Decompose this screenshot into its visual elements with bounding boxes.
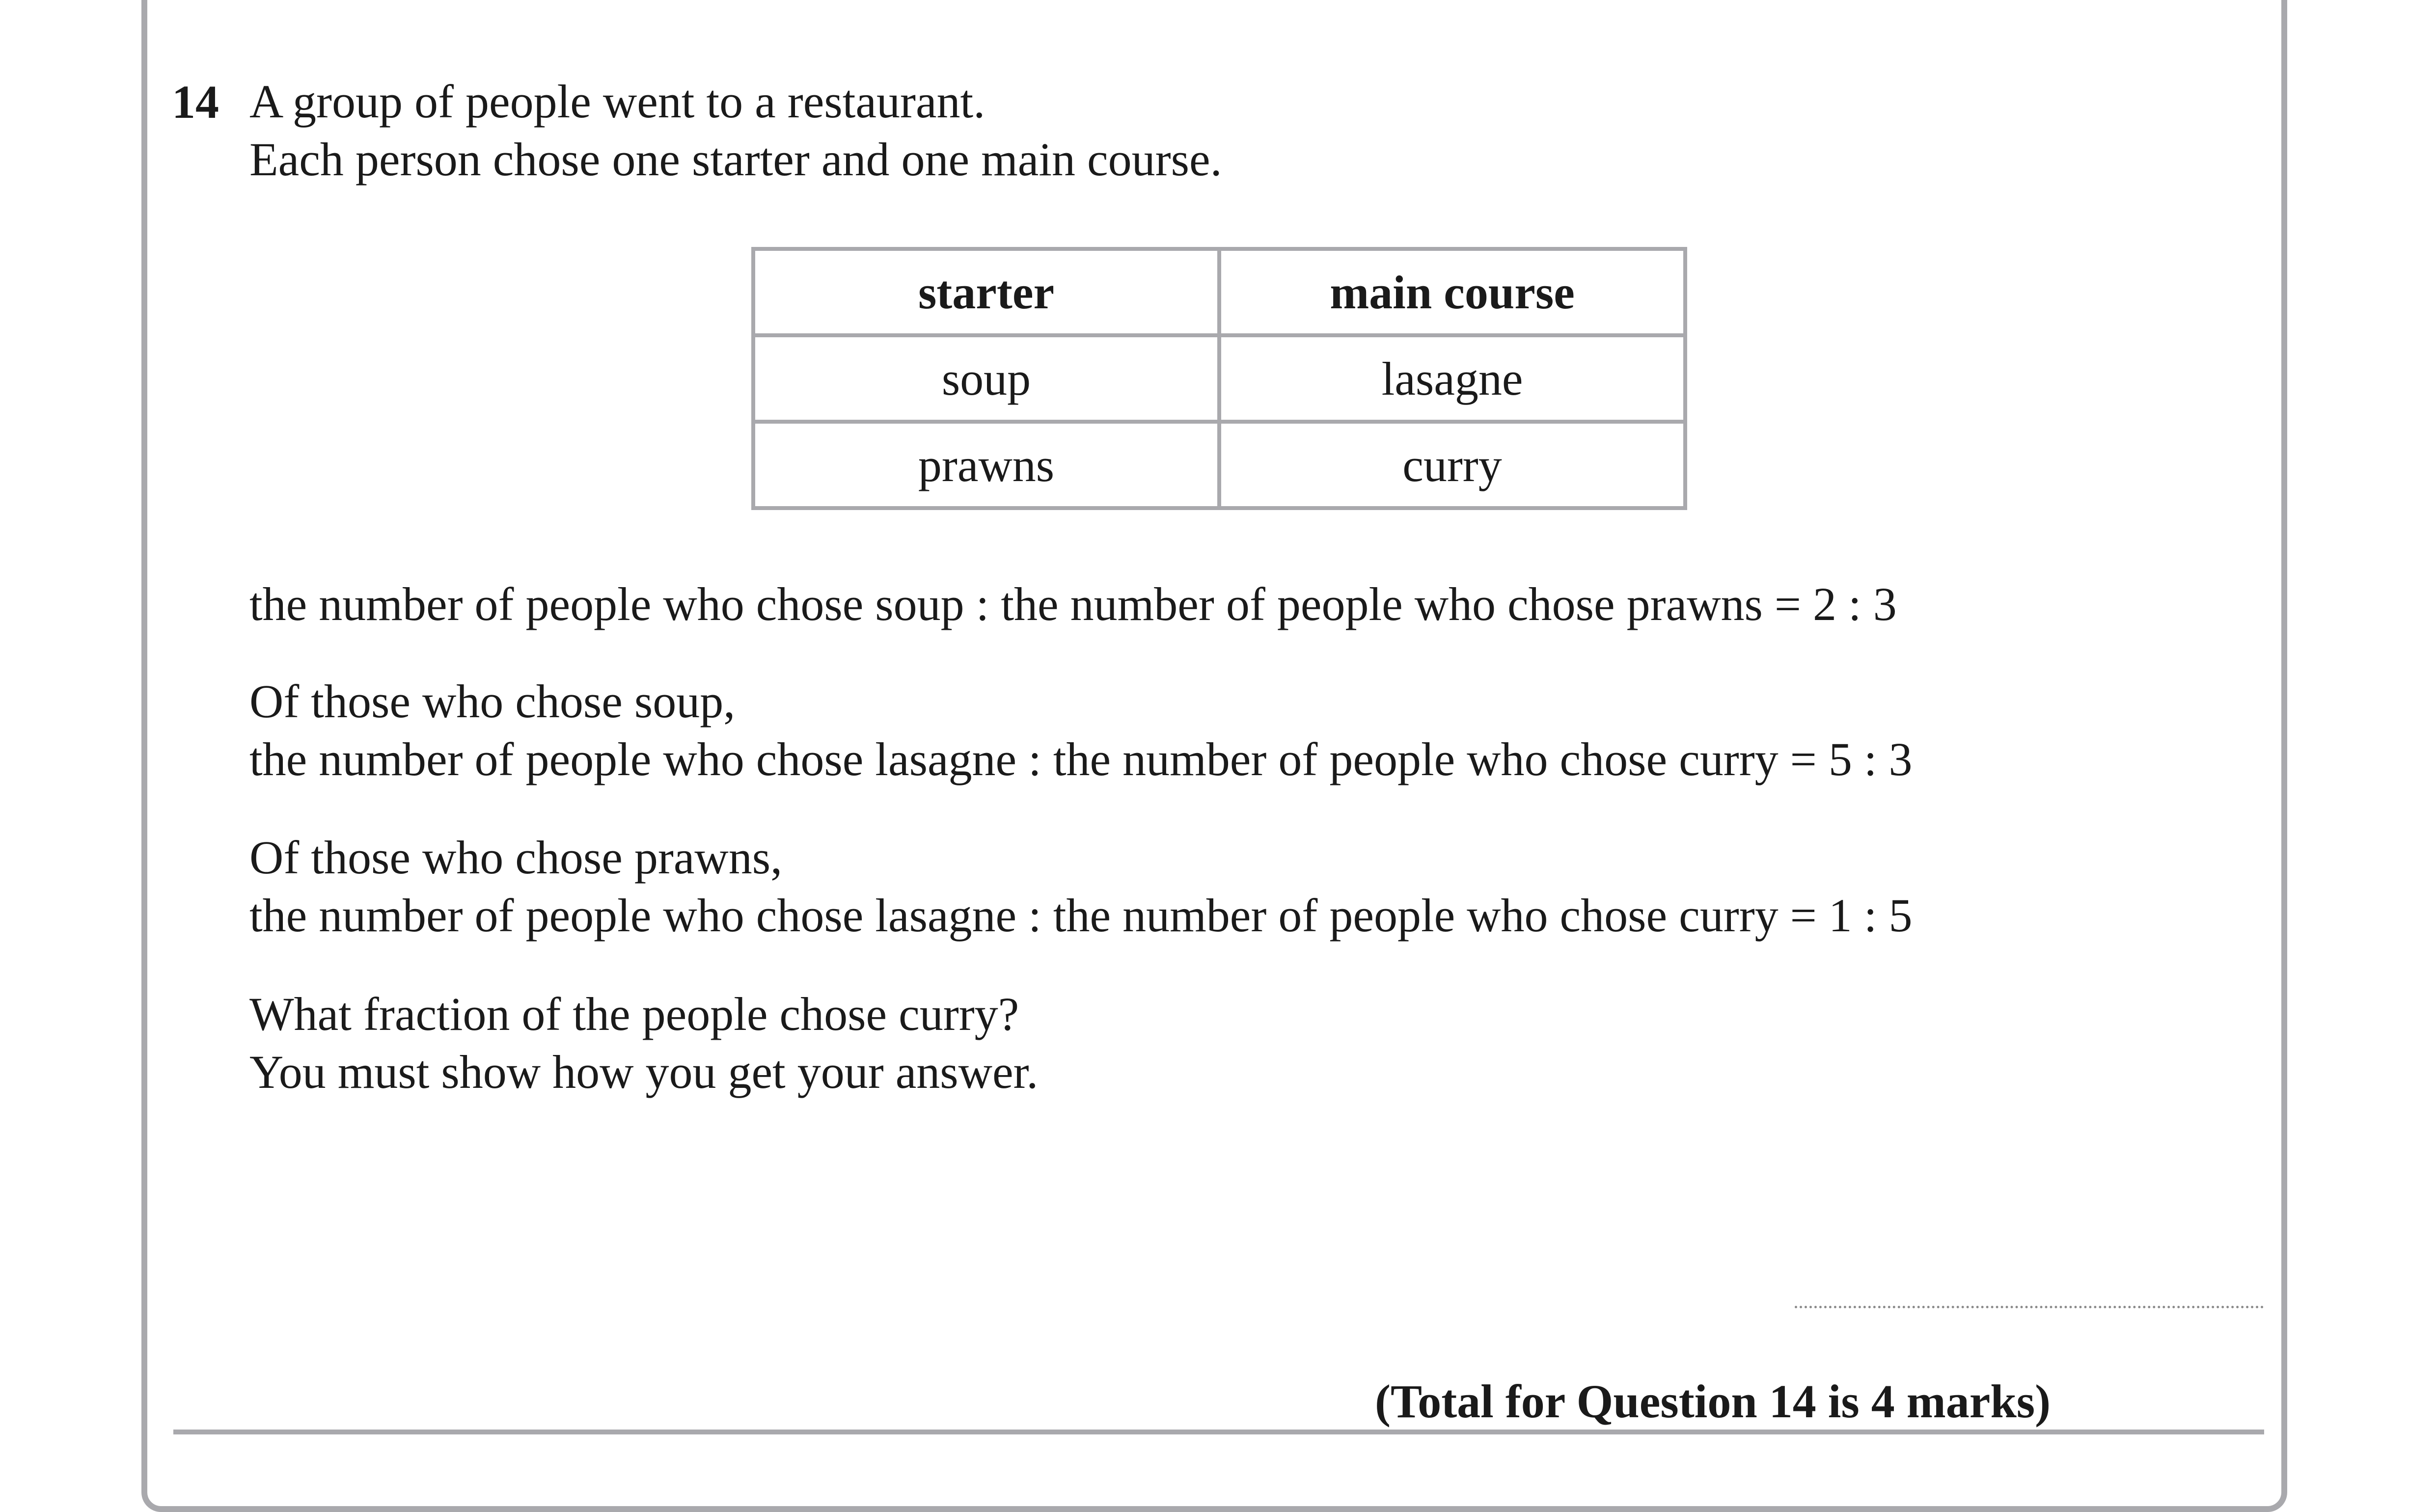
answer-line[interactable] bbox=[1795, 1306, 2264, 1308]
table-row bbox=[753, 422, 1685, 508]
task-line-2: You must show how you get your answer. bbox=[249, 1046, 1039, 1098]
task-text bbox=[249, 985, 1038, 1101]
question-intro bbox=[249, 73, 1222, 189]
prawns-group-line-1: Of those who chose prawns, bbox=[249, 831, 783, 884]
table-header-row bbox=[753, 249, 1685, 335]
cell-main-course: curry bbox=[1219, 422, 1685, 508]
soup-group-ratio bbox=[249, 673, 1912, 788]
intro-line-1: A group of people went to a restaurant. bbox=[249, 75, 985, 128]
ratio-line: the number of people who chose soup : the number of people who chose prawns = 2 : 3 bbox=[249, 578, 1897, 630]
soup-group-line-2: the number of people who chose lasagne : the number of people who chose curry = 5 : 3 bbox=[249, 733, 1913, 785]
task-line-1: What fraction of the people chose curry? bbox=[249, 988, 1019, 1040]
question-number: 14 bbox=[172, 76, 219, 128]
header-starter: starter bbox=[753, 249, 1219, 335]
prawns-group-line-2: the number of people who chose lasagne : the number of people who chose curry = 1 : 5 bbox=[249, 889, 1913, 942]
total-marks: (Total for Question 14 is 4 marks) bbox=[1375, 1375, 2051, 1428]
cell-starter: prawns bbox=[753, 422, 1219, 508]
soup-group-line-1: Of those who chose soup, bbox=[249, 675, 736, 728]
intro-line-2: Each person chose one starter and one main course. bbox=[249, 133, 1222, 186]
table-row bbox=[753, 335, 1685, 422]
cell-starter: soup bbox=[753, 335, 1219, 422]
prawns-group-ratio bbox=[249, 829, 1912, 945]
ratio-soup-prawns bbox=[249, 575, 1897, 633]
bottom-divider bbox=[173, 1430, 2264, 1434]
menu-table bbox=[751, 247, 1687, 510]
cell-main-course: lasagne bbox=[1219, 335, 1685, 422]
header-main-course: main course bbox=[1219, 249, 1685, 335]
